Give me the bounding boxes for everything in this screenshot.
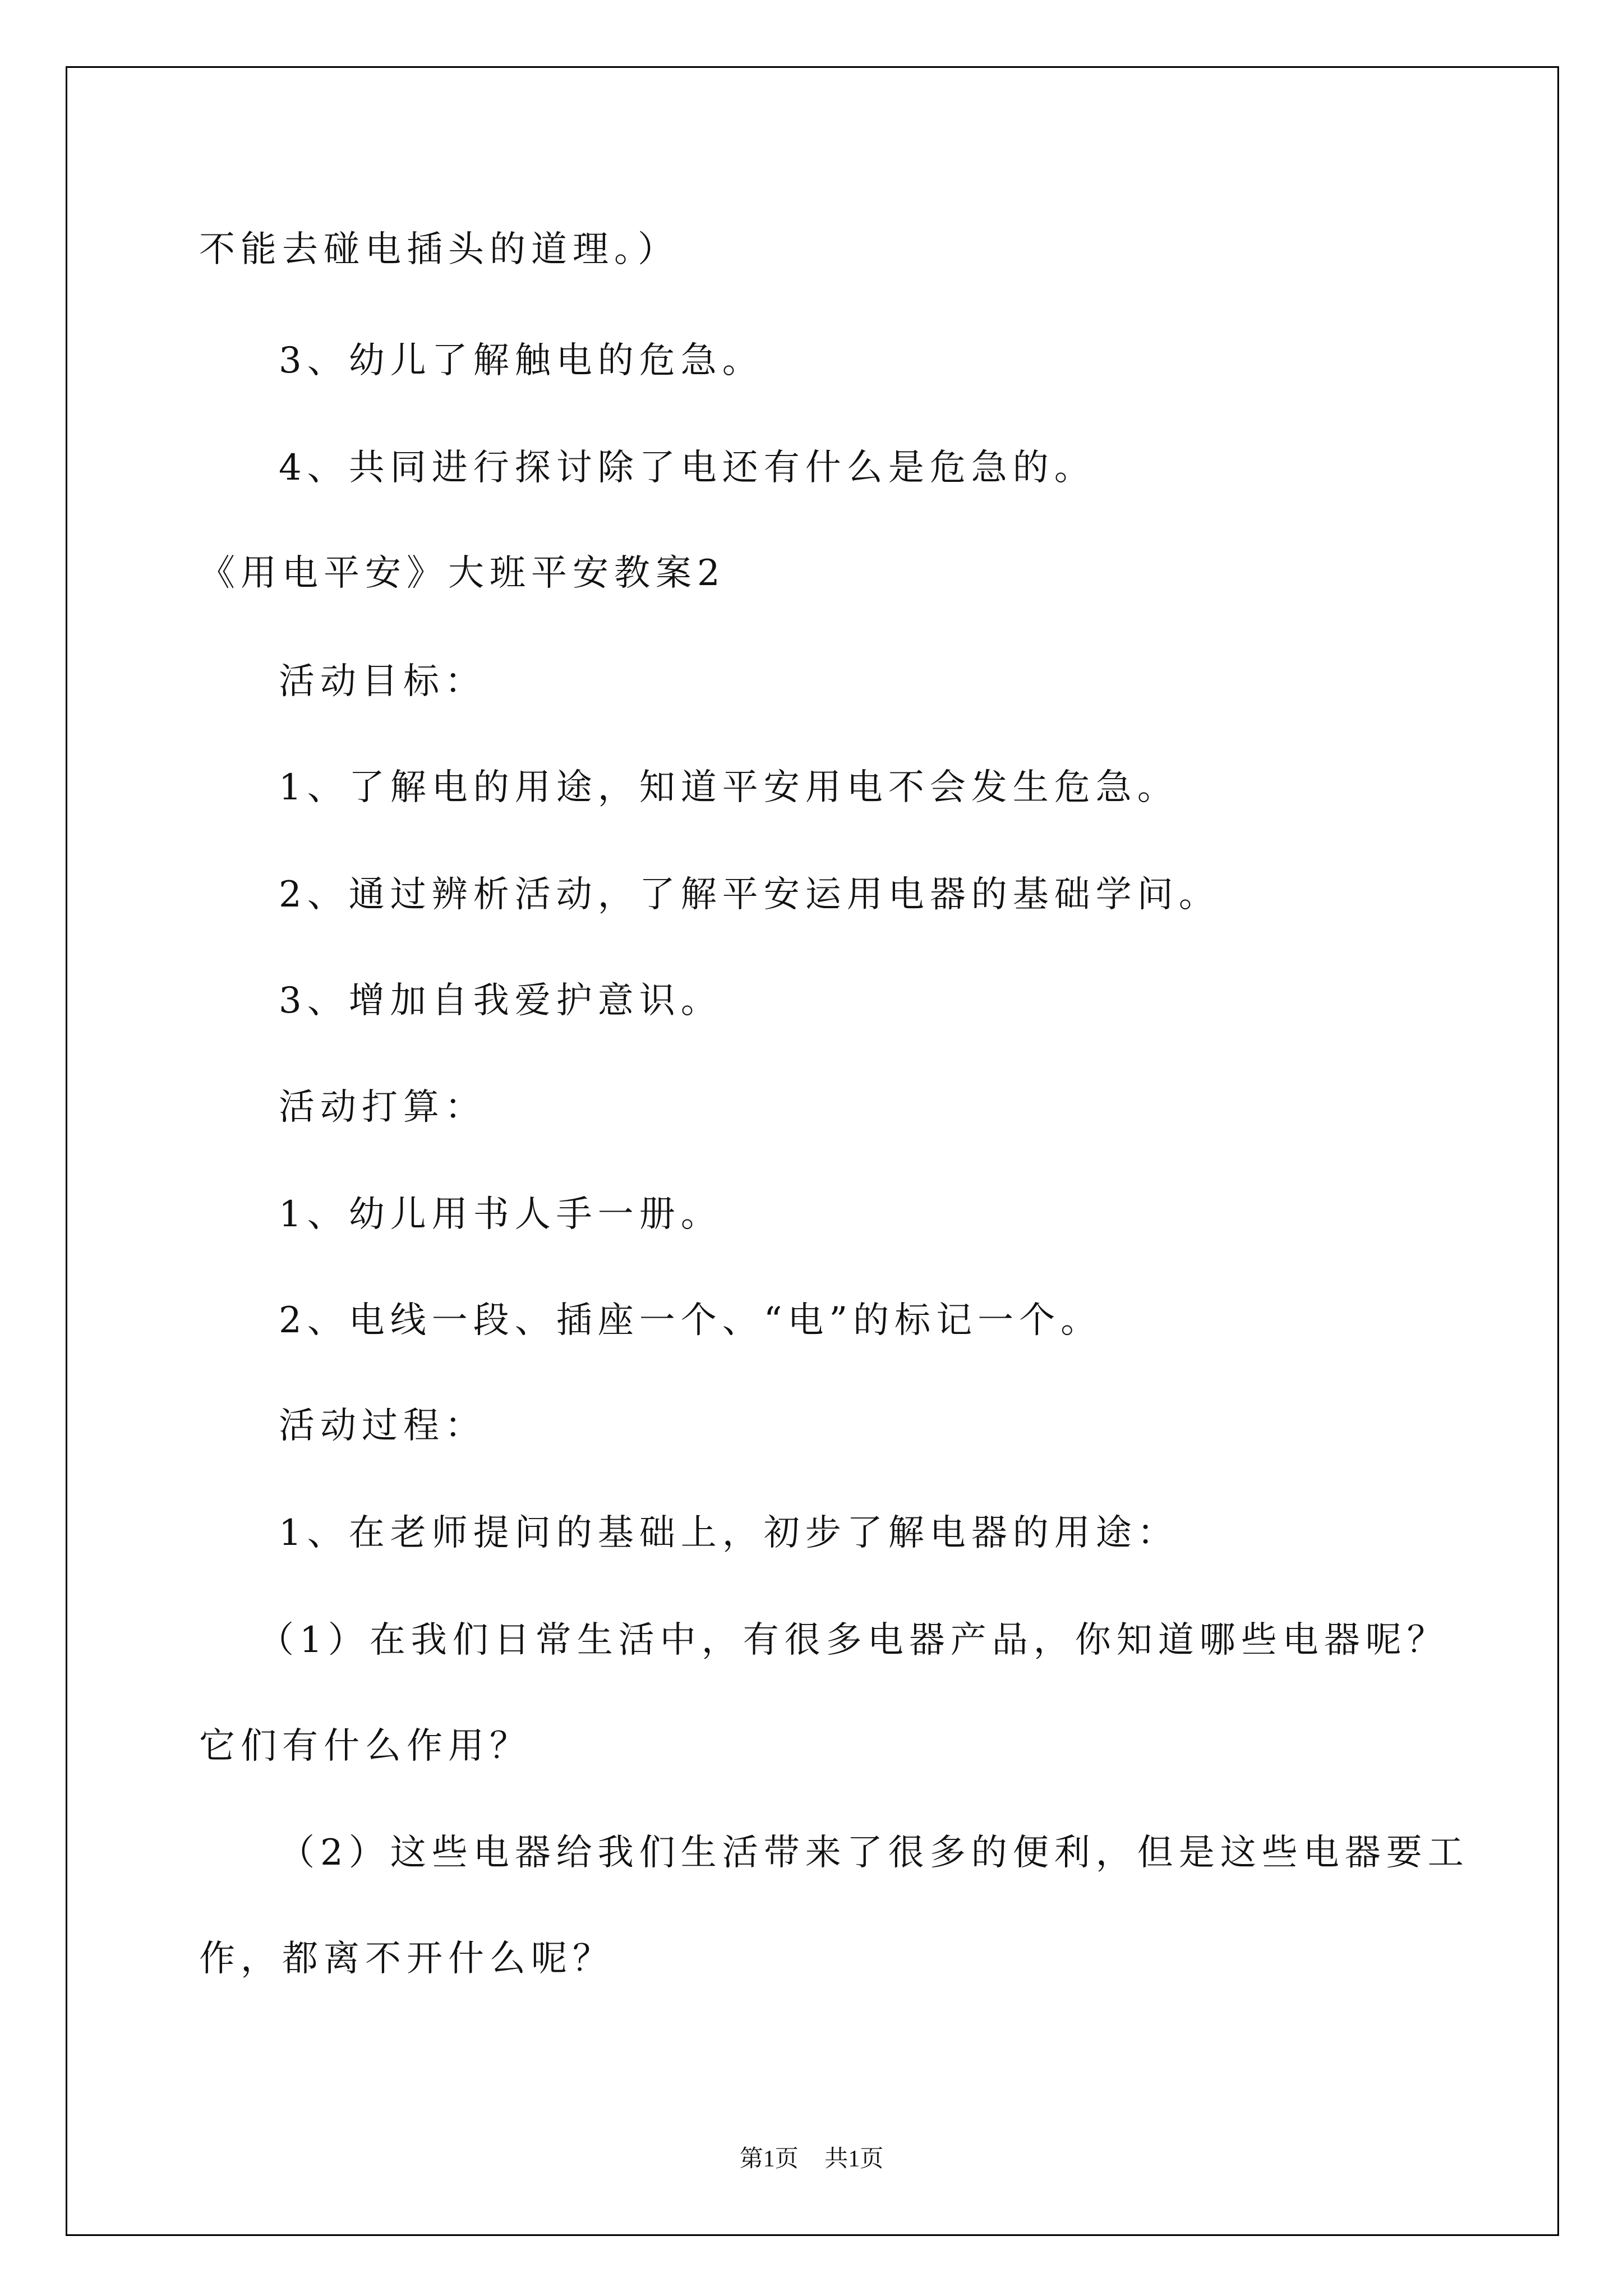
page-number-total: 共1页: [824, 2146, 884, 2172]
text-line: 它们有什么作用？: [199, 1726, 531, 1767]
page-footer: [0, 2140, 1623, 2174]
text-line: 活动目标：: [279, 661, 486, 702]
text-line: 2、电线一段、插座一个、“电”的标记一个。: [279, 1300, 1103, 1341]
page-border: [66, 66, 1559, 2236]
text-line: 3、增加自我爱护意识。: [279, 980, 722, 1022]
text-line: 不能去碰电插头的道理。）: [199, 229, 679, 270]
text-line: 1、在老师提问的基础上，初步了解电器的用途：: [279, 1512, 1179, 1554]
text-line: 1、幼儿用书人手一册。: [279, 1194, 722, 1235]
page-number-current: 第1页: [739, 2146, 799, 2172]
text-line: 活动过程：: [279, 1405, 486, 1447]
text-line: （2）这些电器给我们生活带来了很多的便利，但是这些电器要工: [279, 1832, 1469, 1874]
text-line: （1）在我们日常生活中，有很多电器产品，你知道哪些电器呢？: [258, 1619, 1449, 1661]
text-line: 作，都离不开什么呢？: [199, 1938, 614, 1980]
section-heading: 《用电平安》大班平安教案2: [199, 553, 726, 594]
text-line: 2、通过辨析活动，了解平安运用电器的基础学问。: [279, 874, 1220, 915]
text-line: 3、幼儿了解触电的危急。: [279, 340, 764, 381]
text-line: 1、了解电的用途，知道平安用电不会发生危急。: [279, 767, 1179, 808]
text-line: 4、共同进行探讨除了电还有什么是危急的。: [279, 447, 1096, 489]
text-line: 活动打算：: [279, 1087, 486, 1128]
